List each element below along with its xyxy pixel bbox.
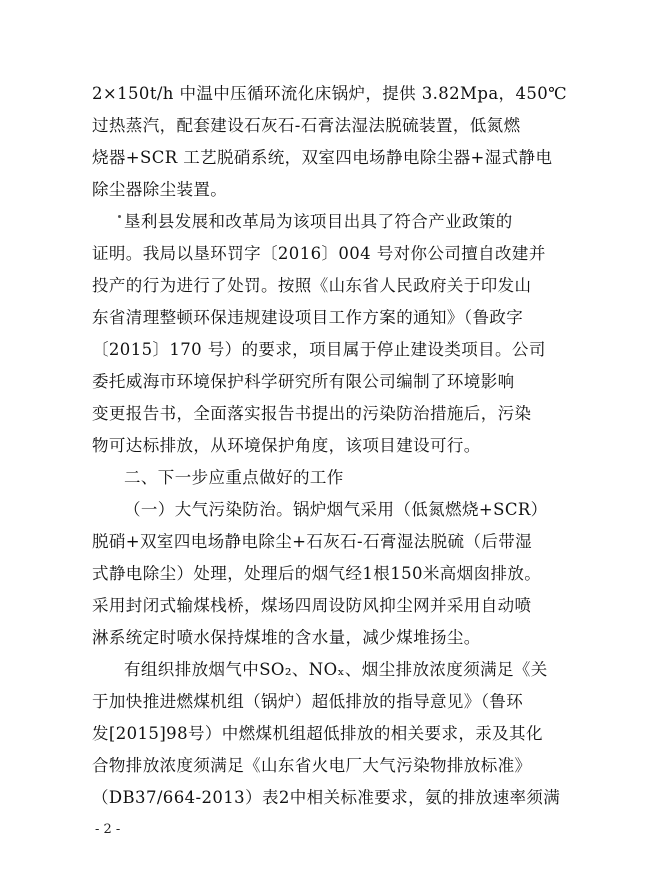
text-line: 淋系统定时喷水保持煤堆的含水量，减少煤堆扬尘。 <box>92 628 481 647</box>
paragraph-start: 垦利县发展和改革局为该项目出具了符合产业政策的 <box>124 212 513 231</box>
text-line: 投产的行为进行了处罚。按照《山东省人民政府关于印发山 <box>92 276 532 295</box>
scan-dot-mark <box>118 215 121 218</box>
text-line: 2×150t/h 中温中压循环流化床锅炉，提供 3.82Mpa，450℃ <box>92 84 568 103</box>
text-line: 除尘器除尘装置。 <box>92 180 228 199</box>
document-body <box>92 78 568 814</box>
text-line: 脱硝+双室四电场静电除尘+石灰石-石膏湿法脱硫（后带湿 <box>92 532 533 551</box>
text-line: 式静电除尘）处理，处理后的烟气经1根150米高烟囱排放。 <box>92 564 542 583</box>
subsection-heading: （一）大气污染防治。锅炉烟气采用（低氮燃烧+SCR） <box>124 500 548 519</box>
text-line: 于加快推进燃煤机组（锅炉）超低排放的指导意见》（鲁环 <box>92 692 524 711</box>
text-line: 发[2015]98号）中燃煤机组超低排放的相关要求，汞及其化 <box>92 724 543 743</box>
text-line: 物可达标排放，从环境保护角度，该项目建设可行。 <box>92 436 481 455</box>
text-line: 过热蒸汽，配套建设石灰石-石膏法湿法脱硫装置，低氮燃 <box>92 116 521 135</box>
text-line: 〔2015〕170 号）的要求，项目属于停止建设类项目。公司 <box>92 340 546 359</box>
text-line: 烧器+SCR 工艺脱硝系统，双室四电场静电除尘器+湿式静电 <box>92 148 553 167</box>
text-line: 委托威海市环境保护科学研究所有限公司编制了环境影响 <box>92 372 515 391</box>
text-line: （DB37/664-2013）表2中相关标准要求，氨的排放速率须满 <box>92 788 561 807</box>
text-line: 采用封闭式输煤栈桥，煤场四周设防风抑尘网并采用自动喷 <box>92 596 532 615</box>
paragraph-start: 有组织排放烟气中SO₂、NOₓ、烟尘排放浓度须满足《关 <box>124 660 548 679</box>
section-heading: 二、下一步应重点做好的工作 <box>124 468 344 487</box>
text-line: 变更报告书，全面落实报告书提出的污染防治措施后，污染 <box>92 404 532 423</box>
page-number: - 2 - <box>95 822 121 837</box>
text-line: 合物排放浓度须满足《山东省火电厂大气污染物排放标准》 <box>92 756 532 775</box>
text-line: 东省清理整顿环保违规建设项目工作方案的通知》（鲁政字 <box>92 308 524 327</box>
text-line: 证明。我局以垦环罚字〔2016〕004 号对你公司擅自改建并 <box>92 244 546 263</box>
